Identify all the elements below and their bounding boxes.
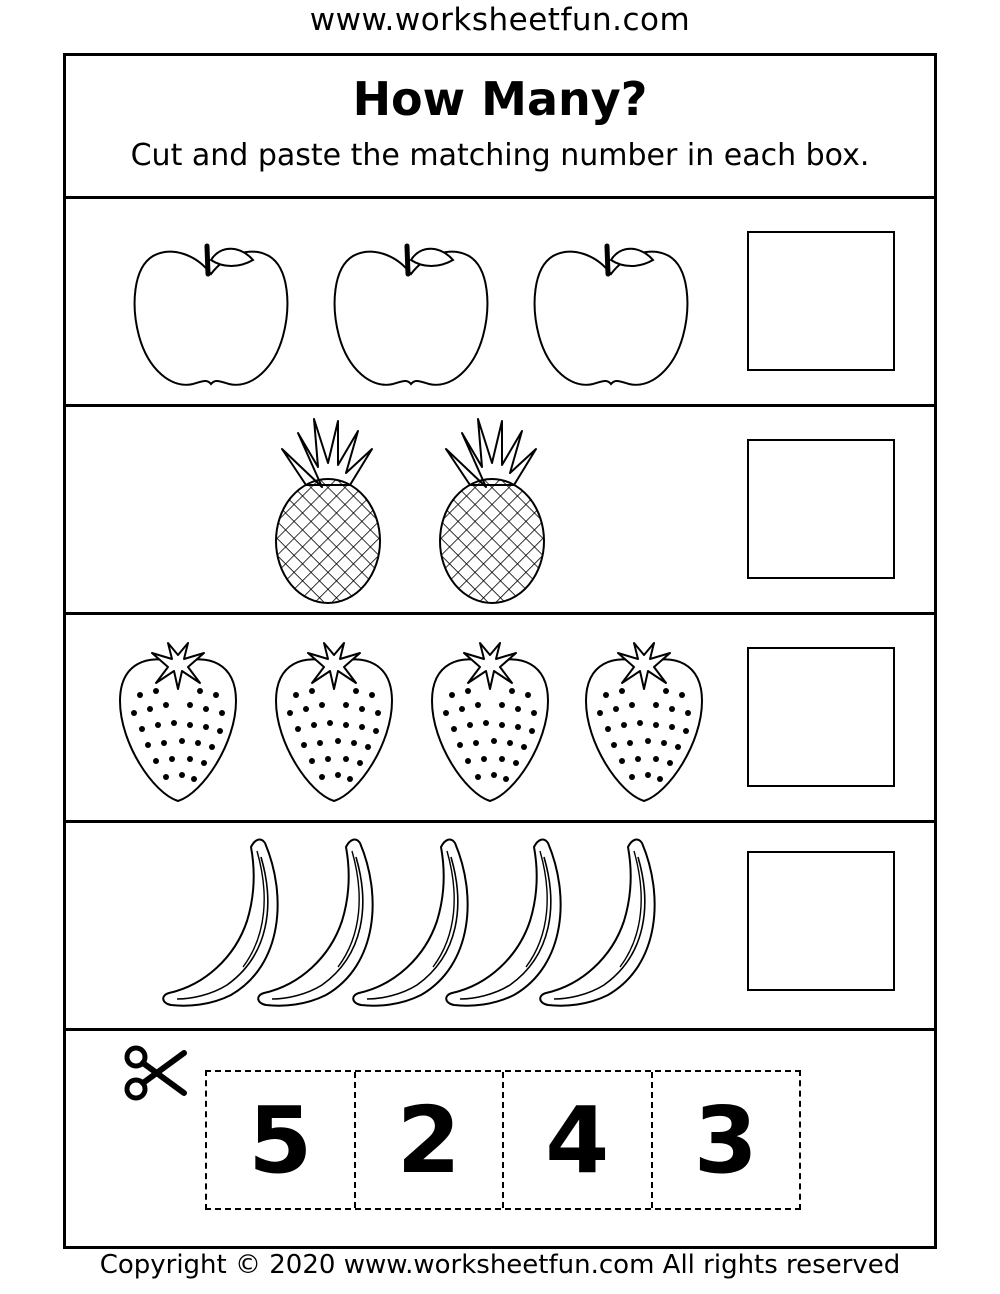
- banana-row: [66, 823, 934, 1031]
- apple-group: [66, 199, 746, 404]
- worksheet-header: [66, 56, 934, 199]
- apple-icon: [335, 246, 488, 385]
- answer-box[interactable]: [747, 231, 895, 371]
- strawberry-icon: [586, 643, 702, 801]
- pineapple-icon: [276, 419, 380, 603]
- number-card[interactable]: 5: [248, 1086, 313, 1194]
- banana-group: [66, 823, 746, 1028]
- pineapple-group: [66, 407, 746, 612]
- worksheet: [63, 53, 937, 1249]
- pineapple-icon: [440, 419, 544, 603]
- apple-icon: [135, 246, 288, 385]
- number-cards: [205, 1070, 801, 1210]
- apple-icon: [535, 246, 688, 385]
- number-card[interactable]: 4: [502, 1072, 651, 1208]
- scissors-icon: [124, 1043, 188, 1103]
- site-url: www.worksheetfun.com: [309, 2, 691, 38]
- strawberry-icon: [120, 643, 236, 801]
- strawberry-group: [66, 615, 746, 820]
- pineapple-row: [66, 407, 934, 615]
- instructions: Cut and paste the matching number in each box.: [130, 138, 870, 173]
- banana-icon: [163, 840, 277, 1006]
- answer-box[interactable]: [747, 647, 895, 787]
- page-title: How Many?: [352, 72, 648, 126]
- strawberry-icon: [276, 643, 392, 801]
- number-card[interactable]: 2: [354, 1072, 503, 1208]
- cut-out-section: [66, 1031, 934, 1246]
- copyright: Copyright © 2020 www.worksheetfun.com All rights reserved: [99, 1250, 901, 1280]
- answer-box[interactable]: [747, 439, 895, 579]
- answer-box[interactable]: [747, 851, 895, 991]
- strawberry-icon: [432, 643, 548, 801]
- number-card[interactable]: 3: [651, 1072, 800, 1208]
- strawberry-row: [66, 615, 934, 823]
- apple-row: [66, 199, 934, 407]
